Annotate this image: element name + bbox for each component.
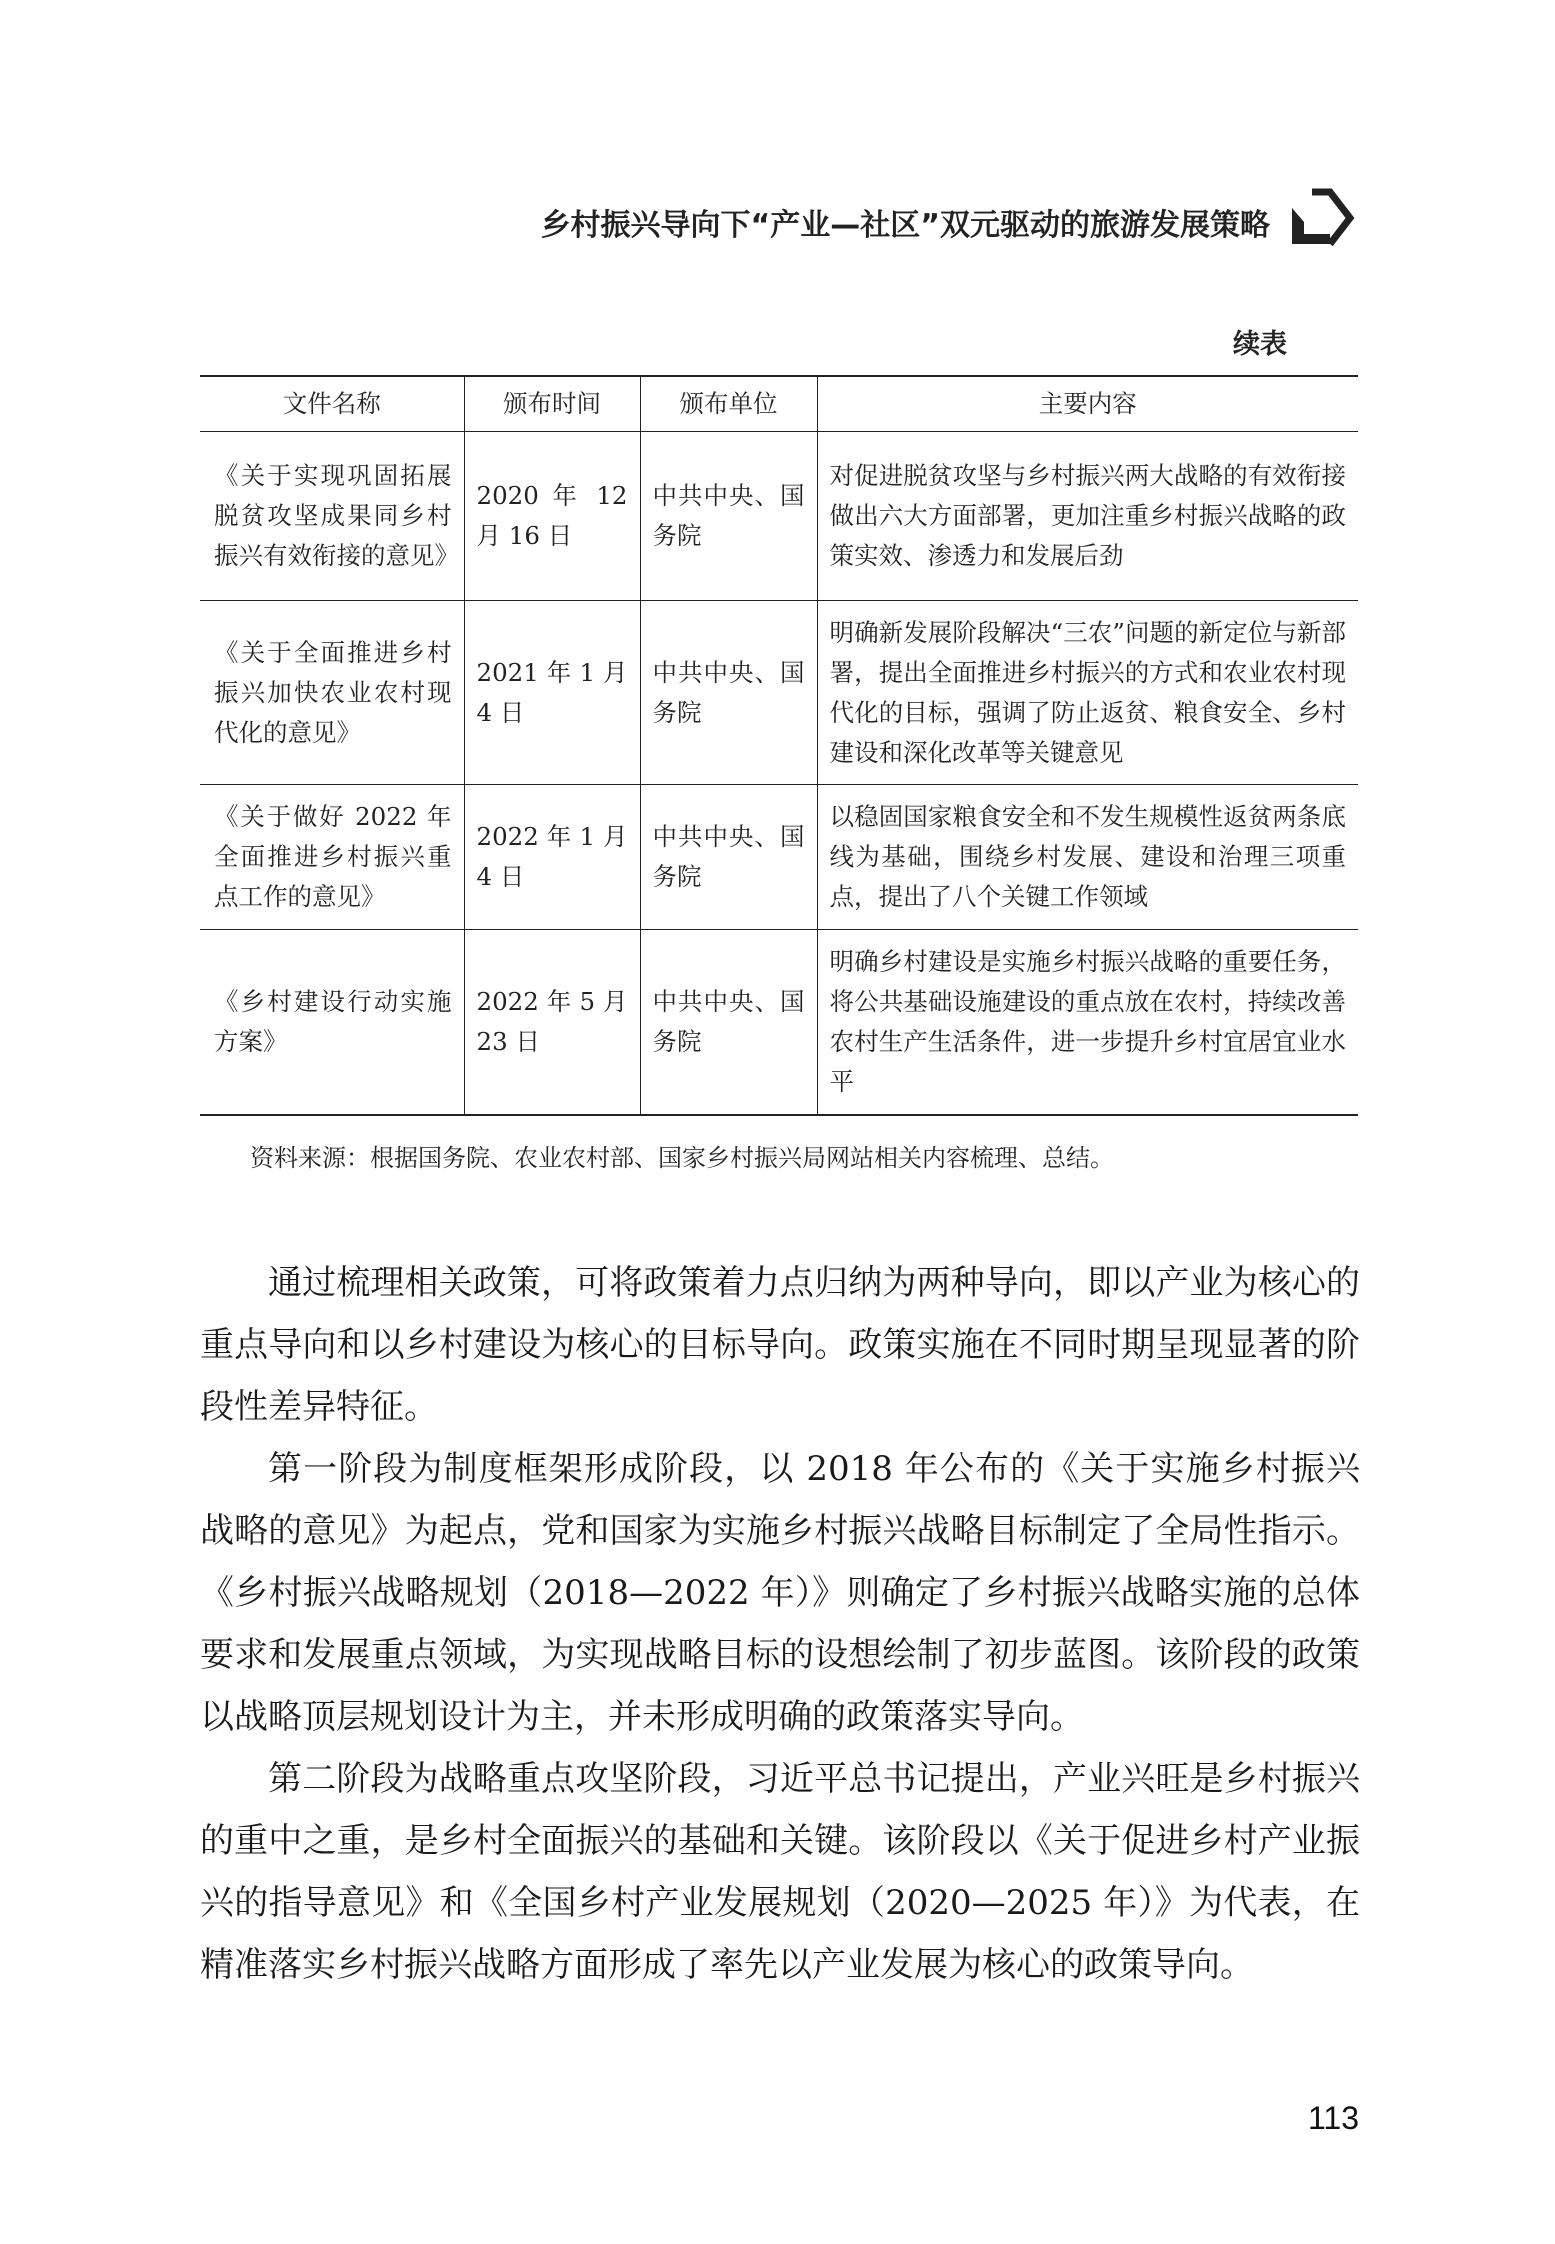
chapter-arrow-icon — [1290, 188, 1362, 248]
table-row — [200, 930, 1358, 1116]
body-paragraph: 通过梳理相关政策，可将政策着力点归纳为两种导向，即以产业为核心的重点导向和以乡村建设为核心的目标导向。政策实施在不同时期呈现显著的阶段性差异特征。 — [200, 1263, 1360, 1427]
issuer-cell: 中共中央、国务院 — [640, 785, 817, 930]
table-caption: 续表 — [1233, 329, 1287, 360]
table-row — [200, 601, 1358, 785]
column-header: 颁布时间 — [464, 376, 640, 432]
body-paragraph: 第一阶段为制度框架形成阶段，以 2018 年公布的《关于实施乡村振兴战略的意见》为起点，党和国家为实施乡村振兴战略目标制定了全局性指示。《乡村振兴战略规划（2018—2022 年）》则确定了乡村振兴战略实施的总体要求和发展重点领域，为实现战略目标的设想绘制了初步蓝图。该阶段的政策以战略顶层规划设计为主，并未形成明确的政策落实导向。 — [200, 1449, 1360, 1737]
body-paragraph: 第二阶段为战略重点攻坚阶段，习近平总书记提出，产业兴旺是乡村振兴的重中之重，是乡村全面振兴的基础和关键。该阶段以《关于促进乡村产业振兴的指导意见》和《全国乡村产业发展规划（2020—2025 年）》为代表，在精准落实乡村振兴战略方面形成了率先以产业发展为核心的政策导向。 — [200, 1759, 1360, 1985]
column-header: 文件名称 — [200, 376, 464, 432]
content-cell: 以稳固国家粮食安全和不发生规模性返贫两条底线为基础，围绕乡村发展、建设和治理三项重点，提出了八个关键工作领域 — [817, 785, 1358, 930]
content-cell: 明确新发展阶段解决“三农”问题的新定位与新部署，提出全面推进乡村振兴的方式和农业农村现代化的目标，强调了防止返贫、粮食安全、乡村建设和深化改革等关键意见 — [817, 601, 1358, 785]
table-source-note: 资料来源：根据国务院、农业农村部、国家乡村振兴局网站相关内容梳理、总结。 — [250, 1144, 1114, 1172]
table-row — [200, 785, 1358, 930]
running-header-title: 乡村振兴导向下“产业—社区”双元驱动的旅游发展策略 — [540, 208, 1270, 243]
issuer-cell: 中共中央、国务院 — [640, 432, 817, 601]
column-header: 主要内容 — [817, 376, 1358, 432]
issuer-cell: 中共中央、国务院 — [640, 601, 817, 785]
document-name-cell: 《关于实现巩固拓展脱贫攻坚成果同乡村振兴有效衔接的意见》 — [200, 432, 464, 601]
document-name-cell: 《乡村建设行动实施方案》 — [200, 930, 464, 1116]
content-cell: 明确乡村建设是实施乡村振兴战略的重要任务，将公共基础设施建设的重点放在农村，持续改善农村生产生活条件，进一步提升乡村宜居宜业水平 — [817, 930, 1358, 1116]
issuer-cell: 中共中央、国务院 — [640, 930, 817, 1116]
column-header: 颁布单位 — [640, 376, 817, 432]
content-cell: 对促进脱贫攻坚与乡村振兴两大战略的有效衔接做出六大方面部署，更加注重乡村振兴战略的政策实效、渗透力和发展后劲 — [817, 432, 1358, 601]
body-text — [200, 1252, 1360, 1996]
page-number: 113 — [1307, 2100, 1359, 2136]
issue-date-cell: 2020 年 12 月 16 日 — [464, 432, 640, 601]
table-row — [200, 432, 1358, 601]
policy-table — [200, 375, 1358, 1116]
issue-date-cell: 2022 年 1 月 4 日 — [464, 785, 640, 930]
issue-date-cell: 2022 年 5 月 23 日 — [464, 930, 640, 1116]
issue-date-cell: 2021 年 1 月 4 日 — [464, 601, 640, 785]
document-name-cell: 《关于全面推进乡村振兴加快农业农村现代化的意见》 — [200, 601, 464, 785]
document-name-cell: 《关于做好 2022 年全面推进乡村振兴重点工作的意见》 — [200, 785, 464, 930]
table-header-row — [200, 376, 1358, 432]
